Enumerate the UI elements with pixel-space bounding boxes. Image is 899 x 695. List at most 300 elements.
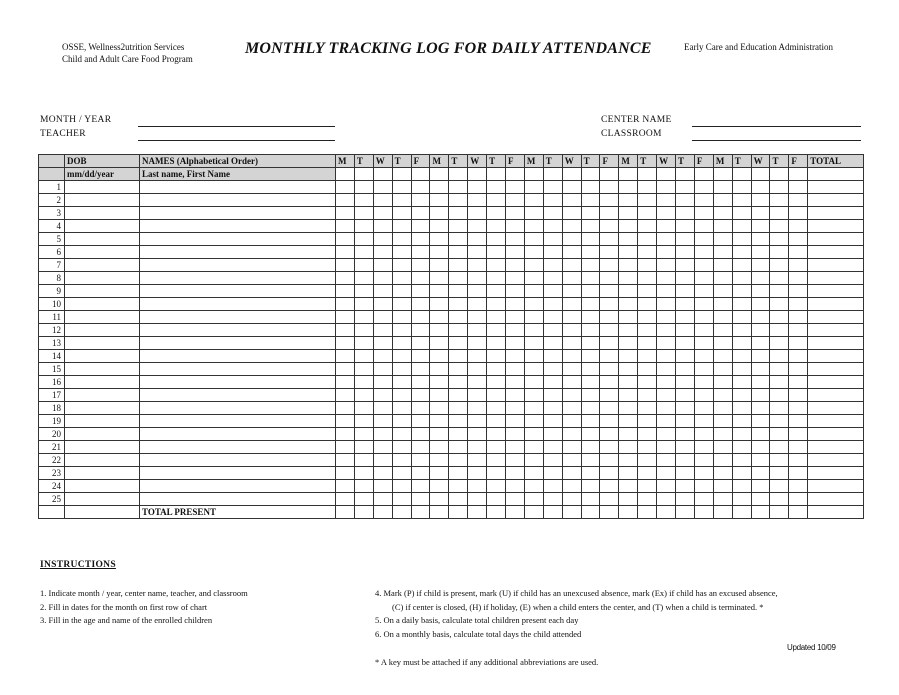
attendance-cell[interactable] xyxy=(713,181,732,194)
attendance-cell[interactable] xyxy=(789,272,808,285)
attendance-cell[interactable] xyxy=(581,298,600,311)
attendance-cell[interactable] xyxy=(619,311,638,324)
date-cell[interactable] xyxy=(373,168,392,181)
daily-total-cell[interactable] xyxy=(506,506,525,519)
attendance-cell[interactable] xyxy=(449,376,468,389)
attendance-cell[interactable] xyxy=(638,454,657,467)
attendance-cell[interactable] xyxy=(562,402,581,415)
attendance-cell[interactable] xyxy=(581,480,600,493)
attendance-cell[interactable] xyxy=(506,220,525,233)
daily-total-cell[interactable] xyxy=(694,506,713,519)
attendance-cell[interactable] xyxy=(657,298,676,311)
attendance-cell[interactable] xyxy=(543,181,562,194)
dob-cell[interactable] xyxy=(65,376,140,389)
attendance-cell[interactable] xyxy=(732,298,751,311)
attendance-cell[interactable] xyxy=(543,454,562,467)
dob-cell[interactable] xyxy=(65,480,140,493)
attendance-cell[interactable] xyxy=(581,324,600,337)
attendance-cell[interactable] xyxy=(392,376,411,389)
child-total-cell[interactable] xyxy=(808,181,864,194)
attendance-cell[interactable] xyxy=(713,311,732,324)
attendance-cell[interactable] xyxy=(713,415,732,428)
attendance-cell[interactable] xyxy=(449,389,468,402)
attendance-cell[interactable] xyxy=(694,428,713,441)
attendance-cell[interactable] xyxy=(638,311,657,324)
attendance-cell[interactable] xyxy=(543,272,562,285)
attendance-cell[interactable] xyxy=(411,363,430,376)
attendance-cell[interactable] xyxy=(411,285,430,298)
attendance-cell[interactable] xyxy=(430,454,449,467)
attendance-cell[interactable] xyxy=(524,467,543,480)
attendance-cell[interactable] xyxy=(638,246,657,259)
attendance-cell[interactable] xyxy=(638,337,657,350)
attendance-cell[interactable] xyxy=(751,467,770,480)
attendance-cell[interactable] xyxy=(751,311,770,324)
date-cell[interactable] xyxy=(449,168,468,181)
attendance-cell[interactable] xyxy=(600,181,619,194)
attendance-cell[interactable] xyxy=(543,220,562,233)
attendance-cell[interactable] xyxy=(468,324,487,337)
attendance-cell[interactable] xyxy=(430,181,449,194)
attendance-cell[interactable] xyxy=(694,181,713,194)
attendance-cell[interactable] xyxy=(524,194,543,207)
attendance-cell[interactable] xyxy=(430,363,449,376)
attendance-cell[interactable] xyxy=(751,194,770,207)
date-cell[interactable] xyxy=(487,168,506,181)
attendance-cell[interactable] xyxy=(430,194,449,207)
attendance-cell[interactable] xyxy=(336,246,355,259)
attendance-cell[interactable] xyxy=(354,298,373,311)
attendance-cell[interactable] xyxy=(789,194,808,207)
attendance-cell[interactable] xyxy=(600,350,619,363)
dob-cell[interactable] xyxy=(65,337,140,350)
attendance-cell[interactable] xyxy=(524,454,543,467)
attendance-cell[interactable] xyxy=(562,389,581,402)
attendance-cell[interactable] xyxy=(392,467,411,480)
attendance-cell[interactable] xyxy=(506,480,525,493)
attendance-cell[interactable] xyxy=(732,233,751,246)
attendance-cell[interactable] xyxy=(581,233,600,246)
date-cell[interactable] xyxy=(430,168,449,181)
attendance-cell[interactable] xyxy=(524,376,543,389)
attendance-cell[interactable] xyxy=(449,285,468,298)
attendance-cell[interactable] xyxy=(543,493,562,506)
attendance-cell[interactable] xyxy=(373,350,392,363)
attendance-cell[interactable] xyxy=(751,454,770,467)
attendance-cell[interactable] xyxy=(449,415,468,428)
attendance-cell[interactable] xyxy=(713,428,732,441)
attendance-cell[interactable] xyxy=(373,311,392,324)
attendance-cell[interactable] xyxy=(449,272,468,285)
attendance-cell[interactable] xyxy=(392,285,411,298)
attendance-cell[interactable] xyxy=(657,194,676,207)
attendance-cell[interactable] xyxy=(336,480,355,493)
attendance-cell[interactable] xyxy=(694,454,713,467)
daily-total-cell[interactable] xyxy=(676,506,695,519)
name-cell[interactable] xyxy=(140,259,336,272)
attendance-cell[interactable] xyxy=(430,428,449,441)
attendance-cell[interactable] xyxy=(487,324,506,337)
attendance-cell[interactable] xyxy=(411,467,430,480)
attendance-cell[interactable] xyxy=(751,363,770,376)
attendance-cell[interactable] xyxy=(562,220,581,233)
date-cell[interactable] xyxy=(600,168,619,181)
attendance-cell[interactable] xyxy=(430,207,449,220)
child-total-cell[interactable] xyxy=(808,259,864,272)
attendance-cell[interactable] xyxy=(354,311,373,324)
attendance-cell[interactable] xyxy=(449,454,468,467)
attendance-cell[interactable] xyxy=(354,194,373,207)
attendance-cell[interactable] xyxy=(468,363,487,376)
attendance-cell[interactable] xyxy=(676,428,695,441)
attendance-cell[interactable] xyxy=(581,259,600,272)
attendance-cell[interactable] xyxy=(543,441,562,454)
attendance-cell[interactable] xyxy=(694,233,713,246)
attendance-cell[interactable] xyxy=(430,246,449,259)
attendance-cell[interactable] xyxy=(449,233,468,246)
attendance-cell[interactable] xyxy=(657,285,676,298)
attendance-cell[interactable] xyxy=(676,350,695,363)
child-total-cell[interactable] xyxy=(808,220,864,233)
attendance-cell[interactable] xyxy=(676,194,695,207)
attendance-cell[interactable] xyxy=(713,376,732,389)
attendance-cell[interactable] xyxy=(373,363,392,376)
dob-cell[interactable] xyxy=(65,233,140,246)
attendance-cell[interactable] xyxy=(751,324,770,337)
attendance-cell[interactable] xyxy=(619,402,638,415)
attendance-cell[interactable] xyxy=(524,285,543,298)
attendance-cell[interactable] xyxy=(524,324,543,337)
attendance-cell[interactable] xyxy=(506,402,525,415)
attendance-cell[interactable] xyxy=(506,194,525,207)
attendance-cell[interactable] xyxy=(657,259,676,272)
attendance-cell[interactable] xyxy=(373,337,392,350)
attendance-cell[interactable] xyxy=(751,350,770,363)
attendance-cell[interactable] xyxy=(676,441,695,454)
attendance-cell[interactable] xyxy=(430,415,449,428)
attendance-cell[interactable] xyxy=(506,350,525,363)
attendance-cell[interactable] xyxy=(373,428,392,441)
child-total-cell[interactable] xyxy=(808,441,864,454)
attendance-cell[interactable] xyxy=(676,220,695,233)
dob-cell[interactable] xyxy=(65,415,140,428)
attendance-cell[interactable] xyxy=(619,220,638,233)
attendance-cell[interactable] xyxy=(713,298,732,311)
attendance-cell[interactable] xyxy=(732,285,751,298)
attendance-cell[interactable] xyxy=(373,272,392,285)
attendance-cell[interactable] xyxy=(770,350,789,363)
attendance-cell[interactable] xyxy=(411,246,430,259)
attendance-cell[interactable] xyxy=(751,233,770,246)
attendance-cell[interactable] xyxy=(354,493,373,506)
name-cell[interactable] xyxy=(140,311,336,324)
attendance-cell[interactable] xyxy=(524,272,543,285)
attendance-cell[interactable] xyxy=(581,311,600,324)
attendance-cell[interactable] xyxy=(732,441,751,454)
attendance-cell[interactable] xyxy=(732,454,751,467)
attendance-cell[interactable] xyxy=(657,389,676,402)
attendance-cell[interactable] xyxy=(449,337,468,350)
child-total-cell[interactable] xyxy=(808,415,864,428)
attendance-cell[interactable] xyxy=(638,350,657,363)
dob-cell[interactable] xyxy=(65,220,140,233)
name-cell[interactable] xyxy=(140,324,336,337)
daily-total-cell[interactable] xyxy=(543,506,562,519)
attendance-cell[interactable] xyxy=(676,181,695,194)
attendance-cell[interactable] xyxy=(751,402,770,415)
daily-total-cell[interactable] xyxy=(619,506,638,519)
date-cell[interactable] xyxy=(562,168,581,181)
attendance-cell[interactable] xyxy=(676,337,695,350)
attendance-cell[interactable] xyxy=(732,220,751,233)
attendance-cell[interactable] xyxy=(770,415,789,428)
attendance-cell[interactable] xyxy=(506,363,525,376)
attendance-cell[interactable] xyxy=(392,259,411,272)
attendance-cell[interactable] xyxy=(506,272,525,285)
attendance-cell[interactable] xyxy=(676,298,695,311)
attendance-cell[interactable] xyxy=(562,194,581,207)
attendance-cell[interactable] xyxy=(562,441,581,454)
attendance-cell[interactable] xyxy=(336,415,355,428)
attendance-cell[interactable] xyxy=(506,259,525,272)
attendance-cell[interactable] xyxy=(468,493,487,506)
attendance-cell[interactable] xyxy=(657,233,676,246)
attendance-cell[interactable] xyxy=(449,402,468,415)
date-cell[interactable] xyxy=(676,168,695,181)
attendance-cell[interactable] xyxy=(770,220,789,233)
attendance-cell[interactable] xyxy=(524,337,543,350)
dob-cell[interactable] xyxy=(65,428,140,441)
attendance-cell[interactable] xyxy=(694,467,713,480)
attendance-cell[interactable] xyxy=(581,493,600,506)
attendance-cell[interactable] xyxy=(524,389,543,402)
attendance-cell[interactable] xyxy=(694,493,713,506)
attendance-cell[interactable] xyxy=(732,350,751,363)
attendance-cell[interactable] xyxy=(449,207,468,220)
attendance-cell[interactable] xyxy=(600,207,619,220)
attendance-cell[interactable] xyxy=(789,259,808,272)
attendance-cell[interactable] xyxy=(600,194,619,207)
attendance-cell[interactable] xyxy=(411,350,430,363)
attendance-cell[interactable] xyxy=(694,337,713,350)
name-cell[interactable] xyxy=(140,402,336,415)
attendance-cell[interactable] xyxy=(732,376,751,389)
attendance-cell[interactable] xyxy=(619,298,638,311)
attendance-cell[interactable] xyxy=(468,233,487,246)
attendance-cell[interactable] xyxy=(487,337,506,350)
attendance-cell[interactable] xyxy=(713,337,732,350)
attendance-cell[interactable] xyxy=(638,194,657,207)
child-total-cell[interactable] xyxy=(808,389,864,402)
attendance-cell[interactable] xyxy=(468,389,487,402)
attendance-cell[interactable] xyxy=(392,194,411,207)
daily-total-cell[interactable] xyxy=(657,506,676,519)
attendance-cell[interactable] xyxy=(600,363,619,376)
attendance-cell[interactable] xyxy=(506,311,525,324)
attendance-cell[interactable] xyxy=(487,415,506,428)
attendance-cell[interactable] xyxy=(354,285,373,298)
attendance-cell[interactable] xyxy=(638,324,657,337)
attendance-cell[interactable] xyxy=(694,402,713,415)
child-total-cell[interactable] xyxy=(808,246,864,259)
daily-total-cell[interactable] xyxy=(581,506,600,519)
attendance-cell[interactable] xyxy=(732,480,751,493)
attendance-cell[interactable] xyxy=(657,454,676,467)
attendance-cell[interactable] xyxy=(694,246,713,259)
attendance-cell[interactable] xyxy=(713,363,732,376)
attendance-cell[interactable] xyxy=(732,272,751,285)
attendance-cell[interactable] xyxy=(638,441,657,454)
attendance-cell[interactable] xyxy=(581,337,600,350)
attendance-cell[interactable] xyxy=(657,441,676,454)
attendance-cell[interactable] xyxy=(751,259,770,272)
attendance-cell[interactable] xyxy=(789,285,808,298)
attendance-cell[interactable] xyxy=(770,259,789,272)
attendance-cell[interactable] xyxy=(676,415,695,428)
grand-total-cell[interactable] xyxy=(808,506,864,519)
attendance-cell[interactable] xyxy=(562,376,581,389)
attendance-cell[interactable] xyxy=(581,441,600,454)
attendance-cell[interactable] xyxy=(789,298,808,311)
attendance-cell[interactable] xyxy=(336,220,355,233)
attendance-cell[interactable] xyxy=(713,207,732,220)
attendance-cell[interactable] xyxy=(392,363,411,376)
attendance-cell[interactable] xyxy=(411,493,430,506)
attendance-cell[interactable] xyxy=(487,181,506,194)
attendance-cell[interactable] xyxy=(694,480,713,493)
attendance-cell[interactable] xyxy=(487,480,506,493)
name-cell[interactable] xyxy=(140,389,336,402)
daily-total-cell[interactable] xyxy=(392,506,411,519)
attendance-cell[interactable] xyxy=(713,480,732,493)
attendance-cell[interactable] xyxy=(487,285,506,298)
child-total-cell[interactable] xyxy=(808,350,864,363)
attendance-cell[interactable] xyxy=(449,480,468,493)
attendance-cell[interactable] xyxy=(638,480,657,493)
attendance-cell[interactable] xyxy=(392,350,411,363)
attendance-cell[interactable] xyxy=(468,259,487,272)
attendance-cell[interactable] xyxy=(506,181,525,194)
attendance-cell[interactable] xyxy=(354,259,373,272)
attendance-cell[interactable] xyxy=(468,415,487,428)
attendance-cell[interactable] xyxy=(392,246,411,259)
attendance-cell[interactable] xyxy=(713,272,732,285)
attendance-cell[interactable] xyxy=(373,298,392,311)
attendance-cell[interactable] xyxy=(354,389,373,402)
attendance-cell[interactable] xyxy=(694,194,713,207)
attendance-cell[interactable] xyxy=(581,194,600,207)
attendance-cell[interactable] xyxy=(713,246,732,259)
attendance-cell[interactable] xyxy=(619,337,638,350)
name-cell[interactable] xyxy=(140,350,336,363)
attendance-cell[interactable] xyxy=(524,220,543,233)
attendance-cell[interactable] xyxy=(732,181,751,194)
attendance-cell[interactable] xyxy=(449,181,468,194)
attendance-cell[interactable] xyxy=(411,311,430,324)
name-cell[interactable] xyxy=(140,207,336,220)
daily-total-cell[interactable] xyxy=(468,506,487,519)
attendance-cell[interactable] xyxy=(392,220,411,233)
attendance-cell[interactable] xyxy=(638,402,657,415)
dob-cell[interactable] xyxy=(65,246,140,259)
attendance-cell[interactable] xyxy=(770,272,789,285)
attendance-cell[interactable] xyxy=(657,350,676,363)
attendance-cell[interactable] xyxy=(694,389,713,402)
attendance-cell[interactable] xyxy=(411,207,430,220)
attendance-cell[interactable] xyxy=(562,181,581,194)
attendance-cell[interactable] xyxy=(392,480,411,493)
attendance-cell[interactable] xyxy=(600,272,619,285)
attendance-cell[interactable] xyxy=(524,311,543,324)
attendance-cell[interactable] xyxy=(543,259,562,272)
daily-total-cell[interactable] xyxy=(638,506,657,519)
attendance-cell[interactable] xyxy=(562,311,581,324)
attendance-cell[interactable] xyxy=(336,311,355,324)
attendance-cell[interactable] xyxy=(543,376,562,389)
attendance-cell[interactable] xyxy=(543,415,562,428)
attendance-cell[interactable] xyxy=(373,402,392,415)
attendance-cell[interactable] xyxy=(487,363,506,376)
attendance-cell[interactable] xyxy=(770,233,789,246)
attendance-cell[interactable] xyxy=(789,337,808,350)
attendance-cell[interactable] xyxy=(562,259,581,272)
attendance-cell[interactable] xyxy=(336,493,355,506)
attendance-cell[interactable] xyxy=(619,441,638,454)
attendance-cell[interactable] xyxy=(524,480,543,493)
attendance-cell[interactable] xyxy=(373,441,392,454)
attendance-cell[interactable] xyxy=(562,337,581,350)
name-cell[interactable] xyxy=(140,298,336,311)
daily-total-cell[interactable] xyxy=(411,506,430,519)
name-cell[interactable] xyxy=(140,415,336,428)
attendance-cell[interactable] xyxy=(392,441,411,454)
attendance-cell[interactable] xyxy=(770,480,789,493)
attendance-cell[interactable] xyxy=(449,246,468,259)
teacher-field[interactable] xyxy=(138,140,335,141)
attendance-cell[interactable] xyxy=(487,441,506,454)
attendance-cell[interactable] xyxy=(354,181,373,194)
date-cell[interactable] xyxy=(336,168,355,181)
attendance-cell[interactable] xyxy=(430,233,449,246)
name-cell[interactable] xyxy=(140,467,336,480)
attendance-cell[interactable] xyxy=(770,493,789,506)
daily-total-cell[interactable] xyxy=(430,506,449,519)
attendance-cell[interactable] xyxy=(638,272,657,285)
attendance-cell[interactable] xyxy=(430,298,449,311)
attendance-cell[interactable] xyxy=(770,311,789,324)
attendance-cell[interactable] xyxy=(619,324,638,337)
attendance-cell[interactable] xyxy=(789,363,808,376)
attendance-cell[interactable] xyxy=(619,428,638,441)
attendance-cell[interactable] xyxy=(770,454,789,467)
child-total-cell[interactable] xyxy=(808,272,864,285)
attendance-cell[interactable] xyxy=(468,246,487,259)
attendance-cell[interactable] xyxy=(770,441,789,454)
attendance-cell[interactable] xyxy=(468,220,487,233)
attendance-cell[interactable] xyxy=(487,311,506,324)
attendance-cell[interactable] xyxy=(600,376,619,389)
attendance-cell[interactable] xyxy=(524,428,543,441)
attendance-cell[interactable] xyxy=(638,220,657,233)
attendance-cell[interactable] xyxy=(657,467,676,480)
attendance-cell[interactable] xyxy=(751,415,770,428)
attendance-cell[interactable] xyxy=(713,454,732,467)
attendance-cell[interactable] xyxy=(789,220,808,233)
dob-cell[interactable] xyxy=(65,207,140,220)
attendance-cell[interactable] xyxy=(713,493,732,506)
attendance-cell[interactable] xyxy=(562,415,581,428)
attendance-cell[interactable] xyxy=(468,454,487,467)
